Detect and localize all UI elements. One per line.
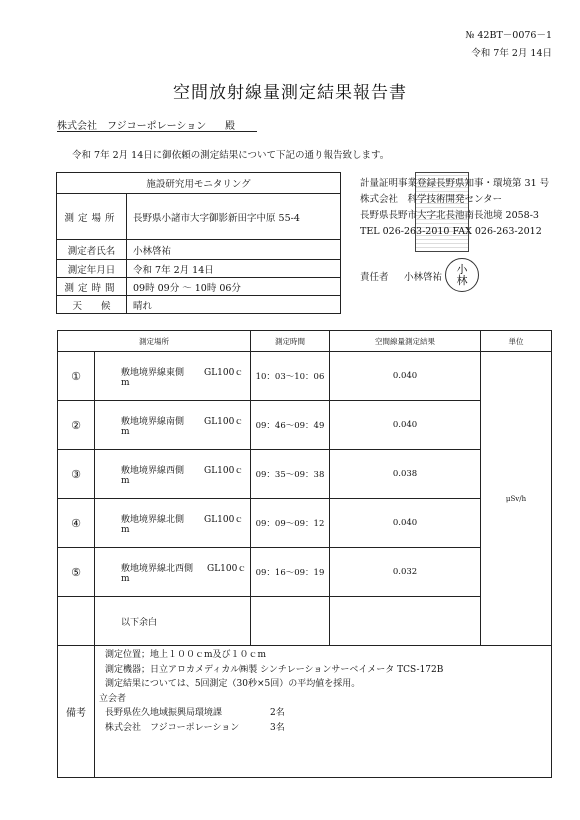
row-height: GL100ｃm	[121, 465, 244, 486]
row-height: GL100ｃm	[121, 514, 244, 535]
table-row	[58, 450, 552, 499]
attendee-count: 3名	[270, 722, 285, 733]
row-value: 0.040	[330, 352, 481, 401]
results-table	[57, 330, 552, 778]
row-place: 敷地境界線北側	[121, 514, 185, 525]
row-value: 0.032	[330, 548, 481, 597]
row-height: GL100ｃm	[121, 563, 247, 584]
document-date: 令和 7年 2月 14日	[471, 48, 552, 59]
notes-line: 測定位置；地上１００ｃm及び１０ｃm	[105, 650, 267, 660]
info-label-weather: 天 候	[57, 296, 127, 314]
issuer-registration: 計量証明事業登録長野県知事・環境第 31 号	[360, 178, 550, 189]
notes-row	[58, 646, 552, 778]
row-time: 10：03～10：06	[251, 352, 330, 401]
info-value-place: 長野県小諸市大字御影新田字中原 55-4	[127, 194, 341, 240]
issuer-phone: TEL 026-263-2010 FAX 026-263-2012	[360, 226, 542, 237]
row-time: 09：35～09：38	[251, 450, 330, 499]
notes-label: 備考	[58, 646, 95, 778]
row-height: GL100ｃm	[121, 367, 244, 388]
attendee-count: 2名	[270, 708, 285, 718]
row-value: 0.040	[330, 401, 481, 450]
attendee-org: 株式会社 フジコーポレーション	[105, 722, 240, 733]
row-number: ②	[58, 401, 95, 450]
manager-label: 責任者	[360, 272, 389, 283]
results-unit: μSv/h	[481, 352, 552, 646]
info-value-weather: 晴れ	[127, 296, 341, 314]
remainder-text: 以下余白	[95, 597, 251, 646]
intro-text: 令和 7年 2月 14日に御依頼の測定結果について下記の通り報告致します。	[72, 150, 390, 161]
results-header-time: 測定時間	[251, 331, 330, 352]
table-row	[58, 401, 552, 450]
row-time: 09：16～09：19	[251, 548, 330, 597]
manager-seal	[445, 258, 479, 292]
info-value-time: 09時 09分 ～ 10時 06分	[127, 278, 341, 296]
results-header-place: 測定場所	[58, 331, 251, 352]
row-number: ⑤	[58, 548, 95, 597]
issuer-company: 株式会社 科学技術開発センター	[360, 194, 503, 205]
attendee-label: 立会者	[99, 693, 127, 704]
seal-text: 小林	[456, 263, 468, 287]
notes-content	[95, 646, 552, 778]
row-value: 0.038	[330, 450, 481, 499]
table-row	[58, 597, 552, 646]
table-row	[58, 548, 552, 597]
attendee-org: 長野県佐久地域振興局環境課	[105, 708, 223, 718]
row-time: 09：09～09：12	[251, 499, 330, 548]
recipient-honorific: 殿	[225, 121, 235, 132]
info-label-time: 測定時間	[57, 278, 127, 296]
info-label-person: 測定者氏名	[57, 240, 127, 260]
issuer-block	[360, 176, 549, 240]
notes-line: 測定機器；日立アロカメディカル㈱製 シンチレーションサーベイメータ TCS-172B	[105, 664, 444, 675]
manager-name: 小林啓祐	[404, 272, 443, 283]
notes-line: 測定結果については、5回測定（30秒×5回）の平均値を採用。	[105, 679, 361, 689]
info-value-date: 令和 7年 2月 14日	[127, 260, 341, 278]
issuer-address: 長野県長野市大字北長池南長池境 2058-3	[360, 210, 539, 221]
attendee-row	[105, 721, 551, 736]
info-label-date: 測定年月日	[57, 260, 127, 278]
table-row	[58, 352, 552, 401]
results-header-value: 空間線量測定結果	[330, 331, 481, 352]
document-number: № 42BT－0076－1	[465, 30, 552, 41]
row-number: ③	[58, 450, 95, 499]
row-place: 敷地境界線南側	[121, 416, 185, 427]
row-time: 09：46～09：49	[251, 401, 330, 450]
row-place: 敷地境界線西側	[121, 465, 185, 476]
info-table	[56, 172, 341, 314]
info-table-heading: 施設研究用モニタリング	[57, 173, 341, 194]
row-value: 0.040	[330, 499, 481, 548]
page-title: 空間放射線量測定結果報告書	[173, 83, 407, 103]
info-label-place: 測定場所	[57, 194, 127, 240]
info-value-person: 小林啓祐	[127, 240, 341, 260]
row-number: ④	[58, 499, 95, 548]
recipient-name: 株式会社 フジコーポレーション	[57, 121, 207, 132]
row-number: ①	[58, 352, 95, 401]
row-place: 敷地境界線北西側	[121, 563, 194, 574]
recipient-line	[57, 117, 257, 132]
table-row	[58, 499, 552, 548]
attendee-row	[105, 706, 551, 721]
row-place: 敷地境界線東側	[121, 367, 185, 378]
results-header-unit: 単位	[481, 331, 552, 352]
row-height: GL100ｃm	[121, 416, 244, 437]
